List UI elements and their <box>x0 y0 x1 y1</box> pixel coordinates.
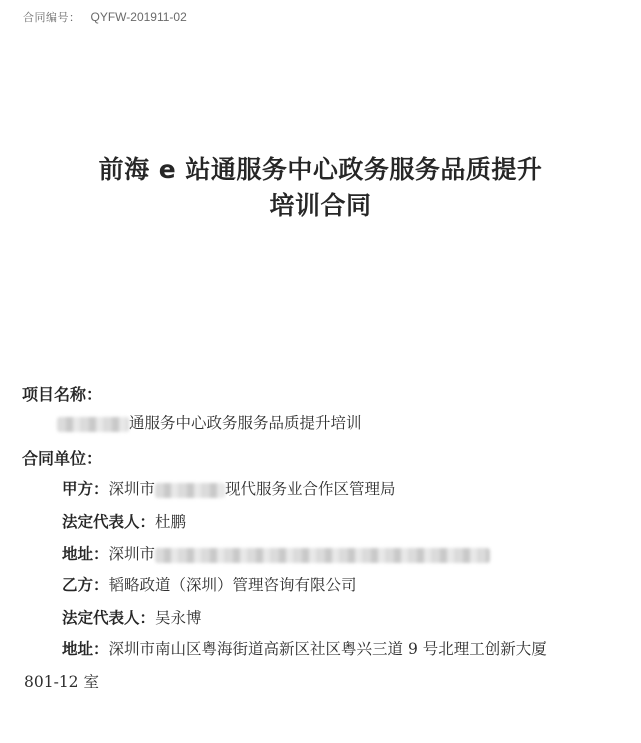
contract-number-label: 合同编号： <box>23 11 81 24</box>
party-b-rep-row <box>62 606 202 628</box>
document-title-line2: 培训合同 <box>269 191 372 220</box>
project-name-label: 项目名称： <box>22 385 103 404</box>
party-a-rep-label: 法定代表人： <box>62 513 156 531</box>
redaction-blur <box>57 417 129 432</box>
party-b-row <box>62 573 357 595</box>
document-title-line1: 前海 e 站通服务中心政务服务品质提升 <box>98 155 543 184</box>
contract-number-value: QYFW-201911-02 <box>90 10 187 24</box>
party-a-address-row <box>62 542 490 564</box>
party-b-rep-label: 法定代表人： <box>62 609 156 627</box>
project-name-text: 通服务中心政务服务品质提升培训 <box>129 414 362 432</box>
party-a-name-prefix: 深圳市 <box>108 480 156 498</box>
party-a-address-label: 地址： <box>62 545 109 563</box>
party-a-address-prefix: 深圳市 <box>108 545 156 563</box>
party-a-rep: 杜鹏 <box>155 513 187 531</box>
party-a-name-suffix: 现代服务业合作区管理局 <box>225 480 396 498</box>
party-b-address-label: 地址： <box>62 640 109 658</box>
party-b-name: 韬略政道（深圳）管理咨询有限公司 <box>108 576 357 594</box>
contract-number <box>23 9 187 25</box>
party-a-rep-row <box>62 510 186 532</box>
redaction-blur <box>155 548 490 563</box>
party-b-address-line1: 深圳市南山区粤海街道高新区社区粤兴三道 9 号北理工创新大厦 <box>108 640 547 658</box>
party-a-row <box>62 477 396 499</box>
party-b-address-row <box>62 637 547 659</box>
party-b-rep: 吴永博 <box>155 609 202 627</box>
party-a-label: 甲方： <box>62 480 109 498</box>
party-b-label: 乙方： <box>62 576 109 594</box>
contract-parties-label: 合同单位： <box>22 449 103 468</box>
party-b-address-line2: 801-12 室 <box>24 673 99 691</box>
project-name <box>57 411 362 433</box>
redaction-blur <box>155 483 225 498</box>
